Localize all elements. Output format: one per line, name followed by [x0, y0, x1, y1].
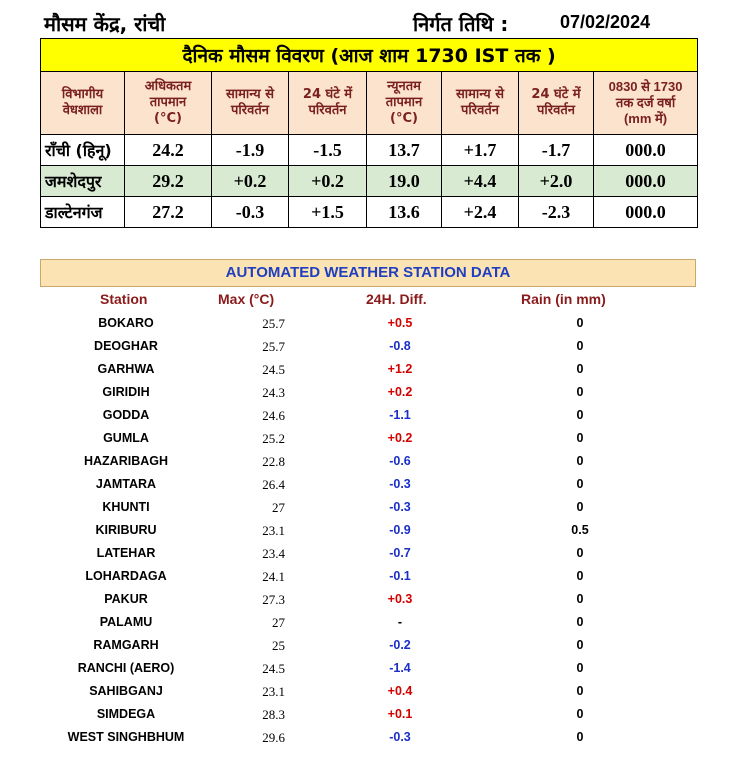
- aws-cell-diff: +0.2: [387, 385, 413, 399]
- aws-cell-diff: -0.9: [389, 523, 411, 537]
- header-line: वेधशाला: [62, 103, 103, 118]
- aws-cell-diff: -0.1: [389, 569, 411, 583]
- daily-col-header: [594, 72, 698, 135]
- aws-cell-diff: +0.2: [387, 431, 413, 445]
- aws-cell-rain: 0: [576, 638, 584, 652]
- header-line: तक दर्ज वर्षा: [615, 95, 676, 110]
- daily-col-header: [212, 72, 289, 135]
- aws-row: [0, 634, 736, 657]
- aws-cell-station: GIRIDIH: [102, 385, 150, 399]
- header-line: परिवर्तन: [308, 103, 347, 118]
- header-line: (°C): [390, 111, 418, 126]
- aws-cell-rain: 0: [576, 707, 584, 721]
- daily-cell-max-24h: +1.5: [289, 197, 367, 228]
- aws-cell-max: 29.6: [262, 730, 285, 745]
- aws-row: [0, 312, 736, 335]
- aws-cell-max: 24.3: [262, 385, 285, 400]
- issue-date-label: निर्गत तिथि :: [413, 12, 509, 36]
- daily-cell-min-dep: +2.4: [442, 197, 519, 228]
- daily-cell-rain: 000.0: [594, 197, 698, 228]
- aws-cell-max: 23.1: [262, 684, 285, 699]
- aws-cell-diff: +1.2: [387, 362, 413, 376]
- aws-row: [0, 542, 736, 565]
- aws-cell-rain: 0: [576, 500, 584, 514]
- aws-cell-diff: +0.1: [387, 707, 413, 721]
- aws-cell-rain: 0: [576, 385, 584, 399]
- aws-header-rain: Rain (in mm): [521, 291, 606, 307]
- aws-row: [0, 473, 736, 496]
- header-line: (°C): [154, 111, 182, 126]
- daily-cell-rain: 000.0: [594, 135, 698, 166]
- aws-cell-station: HAZARIBAGH: [83, 454, 169, 468]
- aws-row: [0, 565, 736, 588]
- issue-date: 07/02/2024: [560, 12, 651, 32]
- aws-header-diff: 24H. Diff.: [366, 291, 427, 307]
- header-line: 0830 से 1730: [608, 79, 683, 94]
- aws-cell-diff: +0.4: [387, 684, 413, 698]
- aws-row: [0, 703, 736, 726]
- aws-row: [0, 358, 736, 381]
- aws-cell-max: 26.4: [262, 477, 285, 492]
- daily-cell-max-24h: +0.2: [289, 166, 367, 197]
- daily-cell-max-dep: -1.9: [212, 135, 289, 166]
- daily-cell-max: 27.2: [125, 197, 212, 228]
- daily-cell-station: राँची (हिनू): [41, 135, 125, 166]
- aws-header-max: Max (°C): [218, 291, 275, 307]
- header-line: 24 घंटे में: [531, 87, 581, 102]
- office-name: मौसम केंद्र, रांची: [44, 12, 166, 36]
- aws-cell-station: RANCHI (AERO): [77, 661, 175, 675]
- aws-row: [0, 404, 736, 427]
- header-line: परिवर्तन: [461, 103, 499, 118]
- daily-cell-min: 19.0: [367, 166, 442, 197]
- aws-cell-station: SAHIBGANJ: [89, 684, 163, 698]
- daily-cell-max-dep: +0.2: [212, 166, 289, 197]
- aws-cell-rain: 0: [576, 339, 584, 353]
- daily-cell-min-24h: -2.3: [519, 197, 594, 228]
- daily-cell-min: 13.7: [367, 135, 442, 166]
- daily-row: [41, 166, 698, 197]
- aws-cell-rain: 0: [576, 684, 584, 698]
- aws-cell-rain: 0: [576, 730, 584, 744]
- aws-cell-station: GODDA: [102, 408, 150, 422]
- daily-cell-max: 24.2: [125, 135, 212, 166]
- aws-row: [0, 726, 736, 749]
- header-line: 24 घंटे में: [302, 87, 353, 102]
- daily-cell-station: डाल्टेनगंज: [41, 197, 125, 228]
- aws-row: [0, 680, 736, 703]
- aws-cell-station: WEST SINGHBHUM: [67, 730, 185, 744]
- aws-row: [0, 496, 736, 519]
- aws-cell-station: JAMTARA: [95, 477, 157, 491]
- aws-cell-rain: 0: [576, 569, 584, 583]
- daily-col-header: [442, 72, 519, 135]
- header-line: न्यूनतम: [387, 79, 421, 94]
- aws-cell-diff: -0.8: [389, 339, 411, 353]
- daily-table-title: दैनिक मौसम विवरण (आज शाम 1730 IST तक ): [41, 39, 698, 72]
- aws-row: [0, 335, 736, 358]
- daily-cell-max-24h: -1.5: [289, 135, 367, 166]
- aws-cell-diff: -0.3: [389, 730, 411, 744]
- daily-row: [41, 197, 698, 228]
- aws-cell-max: 24.6: [262, 408, 285, 423]
- header-line: परिवर्तन: [231, 103, 269, 118]
- aws-cell-rain: 0.5: [571, 523, 589, 537]
- aws-row: [0, 657, 736, 680]
- aws-cell-max: 27.3: [262, 592, 285, 607]
- aws-cell-max: 27: [272, 615, 285, 630]
- aws-cell-station: DEOGHAR: [94, 339, 158, 353]
- aws-cell-max: 25.7: [262, 339, 285, 354]
- aws-cell-rain: 0: [576, 661, 584, 675]
- header-line: अधिकतम: [144, 79, 192, 94]
- daily-col-header: [519, 72, 594, 135]
- aws-cell-max: 24.5: [262, 661, 285, 676]
- aws-cell-max: 22.8: [262, 454, 285, 469]
- daily-col-header: [367, 72, 442, 135]
- aws-cell-station: KIRIBURU: [95, 523, 157, 537]
- aws-row: [0, 611, 736, 634]
- aws-row: [0, 588, 736, 611]
- daily-cell-station: जमशेदपुर: [41, 166, 125, 197]
- aws-cell-station: LOHARDAGA: [85, 569, 167, 583]
- daily-cell-min-24h: -1.7: [519, 135, 594, 166]
- aws-cell-rain: 0: [576, 316, 584, 330]
- aws-cell-station: PALAMU: [99, 615, 153, 629]
- aws-row: [0, 381, 736, 404]
- header-line: तापमान: [385, 95, 423, 110]
- aws-cell-station: KHUNTI: [102, 500, 150, 514]
- aws-cell-max: 24.1: [262, 569, 285, 584]
- aws-cell-diff: -0.3: [389, 500, 411, 514]
- aws-cell-station: LATEHAR: [96, 546, 156, 560]
- aws-cell-station: GUMLA: [103, 431, 149, 445]
- aws-cell-max: 25.7: [262, 316, 285, 331]
- header-line: (mm में): [623, 111, 668, 126]
- daily-cell-max-dep: -0.3: [212, 197, 289, 228]
- aws-cell-diff: -: [397, 615, 403, 629]
- aws-cell-station: GARHWA: [97, 362, 155, 376]
- daily-weather-table: [40, 38, 698, 228]
- aws-row: [0, 519, 736, 542]
- aws-cell-diff: -0.3: [389, 477, 411, 491]
- aws-cell-station: BOKARO: [98, 316, 154, 330]
- header-line: परिवर्तन: [537, 103, 575, 118]
- daily-col-header: [289, 72, 367, 135]
- aws-cell-rain: 0: [576, 546, 584, 560]
- aws-cell-rain: 0: [576, 431, 584, 445]
- aws-cell-rain: 0: [576, 615, 584, 629]
- aws-cell-diff: +0.3: [387, 592, 413, 606]
- aws-cell-max: 25: [272, 638, 285, 653]
- aws-title: AUTOMATED WEATHER STATION DATA: [40, 259, 696, 287]
- aws-cell-max: 28.3: [262, 707, 285, 722]
- aws-cell-rain: 0: [576, 592, 584, 606]
- daily-cell-min-dep: +1.7: [442, 135, 519, 166]
- aws-cell-station: RAMGARH: [93, 638, 159, 652]
- aws-cell-station: PAKUR: [104, 592, 148, 606]
- aws-cell-max: 23.1: [262, 523, 285, 538]
- aws-cell-rain: 0: [576, 454, 584, 468]
- aws-cell-max: 25.2: [262, 431, 285, 446]
- aws-row: [0, 427, 736, 450]
- daily-cell-max: 29.2: [125, 166, 212, 197]
- daily-cell-min-dep: +4.4: [442, 166, 519, 197]
- daily-cell-min: 13.6: [367, 197, 442, 228]
- aws-cell-rain: 0: [576, 477, 584, 491]
- daily-row: [41, 135, 698, 166]
- header-line: तापमान: [149, 95, 187, 110]
- aws-cell-max: 24.5: [262, 362, 285, 377]
- daily-cell-min-24h: +2.0: [519, 166, 594, 197]
- aws-row: [0, 450, 736, 473]
- daily-col-header: [41, 72, 125, 135]
- aws-cell-station: SIMDEGA: [96, 707, 156, 721]
- aws-cell-rain: 0: [576, 362, 584, 376]
- aws-cell-rain: 0: [576, 408, 584, 422]
- aws-cell-diff: +0.5: [387, 316, 413, 330]
- aws-header-station: Station: [100, 291, 148, 307]
- daily-cell-rain: 000.0: [594, 166, 698, 197]
- header-line: विभागीय: [61, 87, 104, 102]
- daily-col-header: [125, 72, 212, 135]
- aws-cell-max: 23.4: [262, 546, 285, 561]
- aws-cell-max: 27: [272, 500, 285, 515]
- aws-cell-diff: -0.2: [389, 638, 411, 652]
- header-line: सामान्य से: [226, 87, 274, 102]
- header-line: सामान्य से: [456, 87, 504, 102]
- aws-cell-diff: -1.1: [389, 408, 411, 422]
- aws-cell-diff: -1.4: [389, 661, 411, 675]
- aws-cell-diff: -0.7: [389, 546, 411, 560]
- aws-cell-diff: -0.6: [389, 454, 411, 468]
